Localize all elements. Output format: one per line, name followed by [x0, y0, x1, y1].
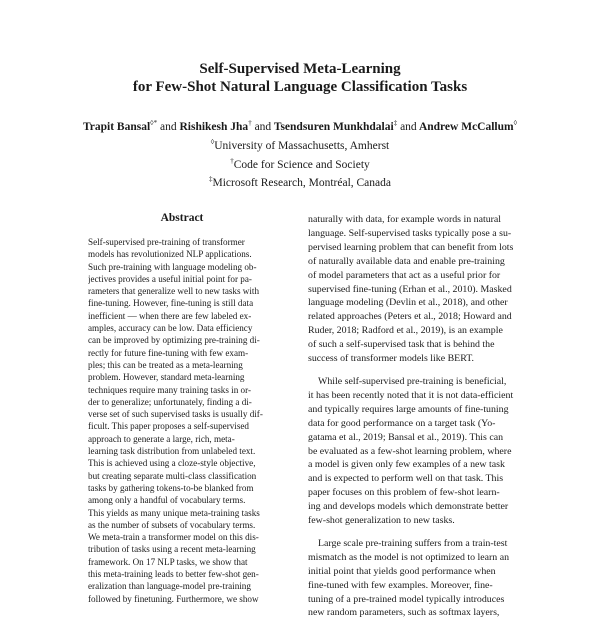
abstract-line: ficult. This paper proposes a self-supervised — [88, 421, 249, 432]
author-block — [0, 116, 600, 191]
author-name: Rishikesh Jha — [179, 120, 249, 133]
body-paragraph — [308, 537, 532, 620]
affiliation-text: Code for Science and Society — [233, 158, 370, 171]
body-line: of model parameters that act as a useful prior for — [308, 269, 501, 281]
author-name: Tsendsuren Munkhdalai — [273, 120, 394, 133]
and-word: and — [400, 120, 417, 133]
body-line: fine-tuned with few examples. Moreover, fine- — [308, 579, 493, 591]
body-line: supervised fine-tuning (Erhan et al., 2010). Masked — [308, 283, 512, 295]
body-line: Ruder, 2018; Radford et al., 2019), is an example — [308, 325, 503, 337]
body-line: language. Self-supervised tasks typically pose a su- — [308, 227, 512, 239]
affiliation — [0, 172, 600, 191]
author-list — [0, 116, 600, 135]
abstract-line: among only a handful of vocabulary terms. — [88, 495, 246, 506]
affiliation-mark: † — [230, 156, 234, 165]
abstract-line: learning task distribution from unlabeled text. — [88, 446, 256, 457]
abstract-line: this meta-training leads to better few-shot gen- — [88, 569, 259, 580]
author-marks: † — [248, 119, 252, 127]
body-line: Large scale pre-training suffers from a train-test — [318, 537, 508, 549]
author-marks: ◊* — [150, 119, 158, 127]
body-line: new random parameters, such as softmax layers, — [308, 607, 500, 619]
abstract-text — [88, 236, 276, 605]
abstract-line: tribution of tasks using a recent meta-learning — [88, 544, 256, 555]
body-paragraph — [308, 213, 532, 366]
author-name: Andrew McCallum — [418, 120, 514, 133]
body-line: related approaches (Peters et al., 2018; Howard and — [308, 311, 512, 323]
author-marks: ‡ — [393, 119, 398, 127]
body-line: few-shot generalization to new tasks. — [308, 515, 455, 527]
abstract-line: We meta-train a transformer model on this dis- — [88, 532, 259, 543]
affiliations — [0, 135, 600, 191]
abstract-line: rectly for future fine-tuning with few exam- — [88, 347, 249, 358]
and-word: and — [254, 120, 272, 133]
affiliation-text: Microsoft Research, Montréal, Canada — [212, 177, 391, 190]
abstract-line: This yields as many unique meta-training tasks — [88, 507, 260, 518]
affiliation — [0, 135, 600, 154]
body-line: ing and develops models which demonstrate better — [308, 501, 509, 513]
abstract-line: techniques require many training tasks in or- — [88, 384, 252, 395]
body-line: be evaluated as a few-shot learning problem, where — [308, 445, 512, 457]
body-line: of naturally available data and enable pre-training — [308, 255, 505, 267]
body-line: gatama et al., 2019; Bansal et al., 2019). This can — [308, 431, 504, 443]
body-line: While self-supervised pre-training is beneficial, — [318, 375, 507, 387]
title-line: Self-Supervised Meta-Learning — [199, 61, 401, 77]
abstract-line: as the number of subsets of vocabulary terms. — [88, 519, 256, 530]
body-line: it has been recently noted that it is not data-efficient — [308, 389, 514, 401]
abstract-line: tasks by gathering tokens-to-be blanked from — [88, 482, 254, 493]
abstract-line: problem. However, standard meta-learning — [88, 372, 245, 383]
body-paragraph — [308, 375, 532, 528]
body-line: of such a self-supervised task that is behind the — [308, 339, 495, 351]
affiliation — [0, 154, 600, 173]
body-line: mismatch as the model is not optimized to learn an — [308, 551, 510, 563]
abstract-line: amples, accuracy can be low. Data efficiency — [88, 323, 253, 334]
and-word: and — [159, 120, 177, 133]
abstract-line: framework. On 17 NLP tasks, we show that — [88, 556, 248, 567]
body-line: naturally with data, for example words in natural — [308, 214, 502, 225]
abstract-line: can be improved by optimizing pre-training di- — [88, 335, 260, 346]
abstract-line: rameters that generalize well to new tasks with — [88, 286, 260, 297]
author-marks: ◊ — [513, 119, 518, 127]
abstract-line: fine-tuning. However, fine-tuning is still data — [88, 298, 254, 309]
affiliation-mark: ◊ — [210, 137, 215, 146]
abstract-line: inefficient — when there are few labeled ex- — [88, 310, 252, 321]
body-line: and typically requires large amounts of fine-tuning — [308, 403, 509, 415]
body-line: paper focuses on this problem of few-shot learn- — [308, 487, 500, 499]
title-line: for Few-Shot Natural Language Classification Tasks — [132, 79, 468, 95]
abstract-heading: Abstract — [160, 212, 204, 224]
paper-title — [0, 60, 600, 96]
abstract-line: approach to generate a large, rich, meta- — [88, 433, 235, 444]
affiliation-text: University of Massachusetts, Amherst — [214, 139, 390, 152]
abstract-line: der to generalize; unfortunately, finding a di- — [88, 396, 252, 407]
abstract-line: eralization than language-model pre-training — [88, 581, 251, 592]
author-name: Trapit Bansal — [82, 120, 151, 133]
body-line: success of transformer models like BERT. — [308, 353, 474, 365]
body-line: and is expected to perform well on that task. This — [308, 473, 504, 485]
affiliation-mark: ‡ — [208, 175, 213, 184]
abstract-line: jectives provides a useful initial point for pa- — [88, 273, 252, 284]
body-line: pervised learning problem that can benefit from lots — [308, 241, 514, 253]
abstract-line: followed by finetuning. Furthermore, we show — [88, 593, 259, 604]
body-line: data for good performance on a target task (Yo- — [308, 417, 496, 429]
body-line: tuning of a pre-trained model typically introduces — [308, 593, 505, 605]
body-line: language modeling (Devlin et al., 2018), and other — [308, 297, 508, 309]
body-line: initial point that yields good performance when — [308, 565, 496, 577]
abstract-line: Such pre-training with language modeling ob- — [88, 261, 257, 272]
abstract-line: Self-supervised pre-training of transformer — [88, 237, 245, 247]
abstract-line: but creating separate multi-class classification — [88, 470, 257, 481]
abstract-line: ples; this can be treated as a meta-learning — [88, 359, 243, 370]
body-text-column — [308, 213, 532, 620]
abstract-line: This is achieved using a cloze-style objective, — [88, 458, 256, 469]
body-line: a model is given only few examples of a new task — [308, 459, 505, 471]
abstract-line: models has revolutionized NLP applications. — [88, 249, 252, 260]
abstract-line: verse set of such supervised tasks is usually dif- — [88, 409, 263, 420]
